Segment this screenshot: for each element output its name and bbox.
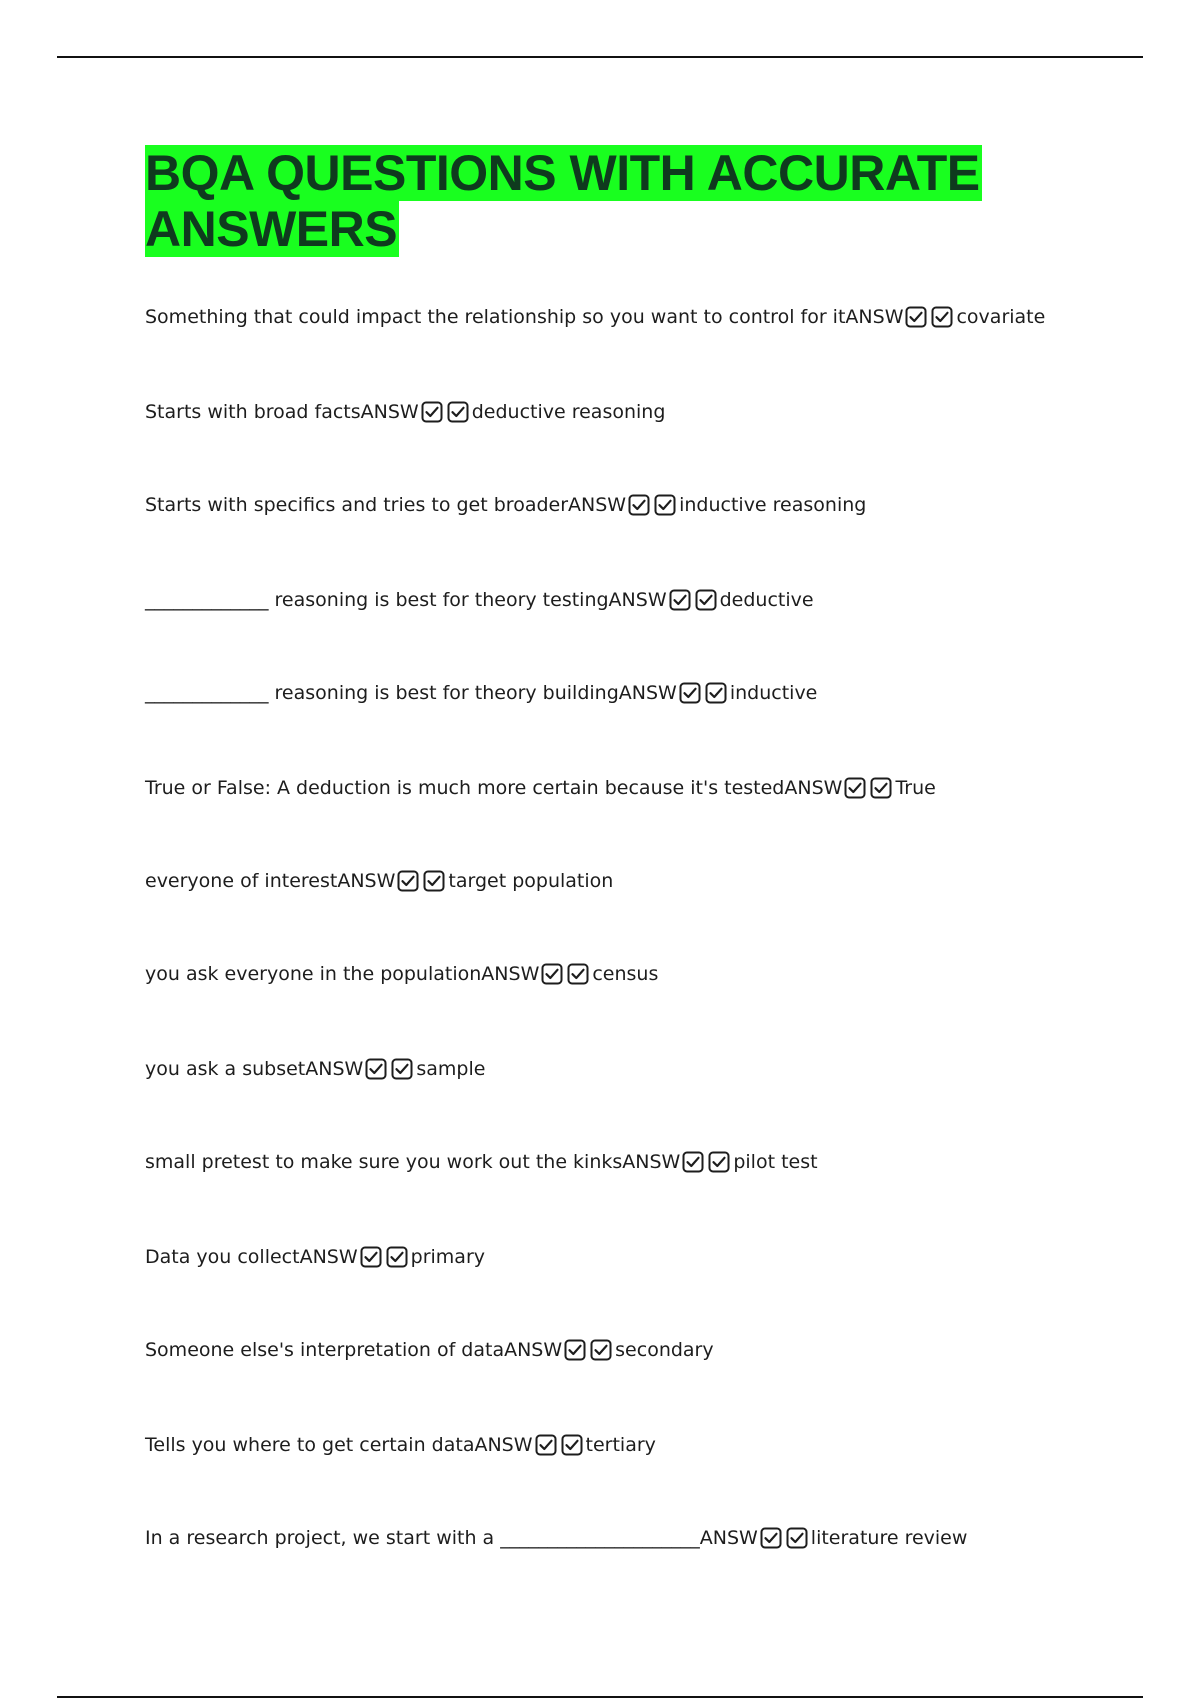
- qa-item: [145, 864, 613, 898]
- question-text: _____________ reasoning is best for theory building: [145, 682, 619, 704]
- checkbox-checked-icon: [705, 682, 727, 704]
- answer-marker: ANSW: [305, 1058, 364, 1080]
- answer-marker: ANSW: [622, 1151, 681, 1173]
- qa-item: [145, 1333, 714, 1367]
- answer-marker: ANSW: [360, 401, 419, 423]
- answer-text: sample: [416, 1058, 486, 1080]
- answer-text: tertiary: [585, 1434, 656, 1456]
- answer-marker: ANSW: [337, 870, 396, 892]
- checkbox-checked-icon: [541, 963, 563, 985]
- answer-marker: ANSW: [608, 589, 667, 611]
- answer-marker: ANSW: [474, 1434, 533, 1456]
- checkbox-checked-icon: [682, 1151, 704, 1173]
- qa-item: [145, 300, 1045, 334]
- answer-text: True: [895, 777, 936, 799]
- qa-item: [145, 676, 817, 710]
- title-line-2: ANSWERS: [145, 201, 398, 257]
- qa-item: [145, 395, 665, 429]
- question-text: Starts with broad facts: [145, 401, 361, 423]
- question-text: Something that could impact the relationship so you want to control for it: [145, 306, 846, 328]
- qa-item: [145, 771, 936, 805]
- qa-item: [145, 1240, 485, 1274]
- question-text: Data you collect: [145, 1246, 300, 1268]
- checkbox-checked-icon: [870, 777, 892, 799]
- bottom-rule: [57, 1696, 1143, 1698]
- qa-item: [145, 488, 866, 522]
- checkbox-checked-icon: [564, 1339, 586, 1361]
- answer-marker: ANSW: [845, 306, 904, 328]
- checkbox-checked-icon: [760, 1527, 782, 1549]
- question-text: you ask a subset: [145, 1058, 306, 1080]
- checkbox-checked-icon: [669, 589, 691, 611]
- question-text: _____________ reasoning is best for theory testing: [145, 589, 609, 611]
- checkbox-checked-icon: [397, 870, 419, 892]
- checkbox-checked-icon: [391, 1058, 413, 1080]
- checkbox-checked-icon: [535, 1434, 557, 1456]
- checkbox-checked-icon: [628, 494, 650, 516]
- checkbox-checked-icon: [567, 963, 589, 985]
- answer-marker: ANSW: [784, 777, 843, 799]
- checkbox-checked-icon: [679, 682, 701, 704]
- checkbox-checked-icon: [786, 1527, 808, 1549]
- checkbox-checked-icon: [654, 494, 676, 516]
- answer-text: literature review: [810, 1527, 968, 1549]
- checkbox-checked-icon: [447, 401, 469, 423]
- qa-item: [145, 1521, 967, 1555]
- top-rule: [57, 56, 1143, 58]
- checkbox-checked-icon: [708, 1151, 730, 1173]
- checkbox-checked-icon: [590, 1339, 612, 1361]
- answer-text: deductive reasoning: [471, 401, 666, 423]
- qa-item: [145, 1428, 656, 1462]
- question-text: everyone of interest: [145, 870, 338, 892]
- answer-text: covariate: [956, 306, 1046, 328]
- answer-marker: ANSW: [299, 1246, 358, 1268]
- question-text: you ask everyone in the population: [145, 963, 482, 985]
- question-text: Tells you where to get certain data: [145, 1434, 475, 1456]
- qa-item: [145, 1052, 485, 1086]
- answer-text: census: [592, 963, 659, 985]
- question-text: True or False: A deduction is much more certain because it's tested: [145, 777, 785, 799]
- checkbox-checked-icon: [931, 306, 953, 328]
- checkbox-checked-icon: [360, 1246, 382, 1268]
- answer-marker: ANSW: [568, 494, 627, 516]
- checkbox-checked-icon: [386, 1246, 408, 1268]
- question-text: In a research project, we start with a _____________________: [145, 1527, 700, 1549]
- answer-text: inductive reasoning: [679, 494, 867, 516]
- question-text: Someone else's interpretation of data: [145, 1339, 505, 1361]
- answer-text: pilot test: [733, 1151, 818, 1173]
- qa-item: [145, 1145, 818, 1179]
- checkbox-checked-icon: [905, 306, 927, 328]
- checkbox-checked-icon: [844, 777, 866, 799]
- title-line-1: BQA QUESTIONS WITH ACCURATE: [145, 145, 980, 201]
- answer-text: deductive: [719, 589, 814, 611]
- qa-item: [145, 583, 814, 617]
- question-text: Starts with specifics and tries to get broader: [145, 494, 569, 516]
- checkbox-checked-icon: [423, 870, 445, 892]
- checkbox-checked-icon: [421, 401, 443, 423]
- answer-text: target population: [448, 870, 614, 892]
- checkbox-checked-icon: [365, 1058, 387, 1080]
- answer-marker: ANSW: [699, 1527, 758, 1549]
- answer-text: inductive: [729, 682, 818, 704]
- checkbox-checked-icon: [561, 1434, 583, 1456]
- answer-text: primary: [410, 1246, 485, 1268]
- answer-marker: ANSW: [618, 682, 677, 704]
- answer-marker: ANSW: [504, 1339, 563, 1361]
- question-text: small pretest to make sure you work out the kinks: [145, 1151, 623, 1173]
- answer-marker: ANSW: [481, 963, 540, 985]
- document-title: [145, 145, 1005, 257]
- checkbox-checked-icon: [695, 589, 717, 611]
- answer-text: secondary: [615, 1339, 714, 1361]
- qa-item: [145, 957, 658, 991]
